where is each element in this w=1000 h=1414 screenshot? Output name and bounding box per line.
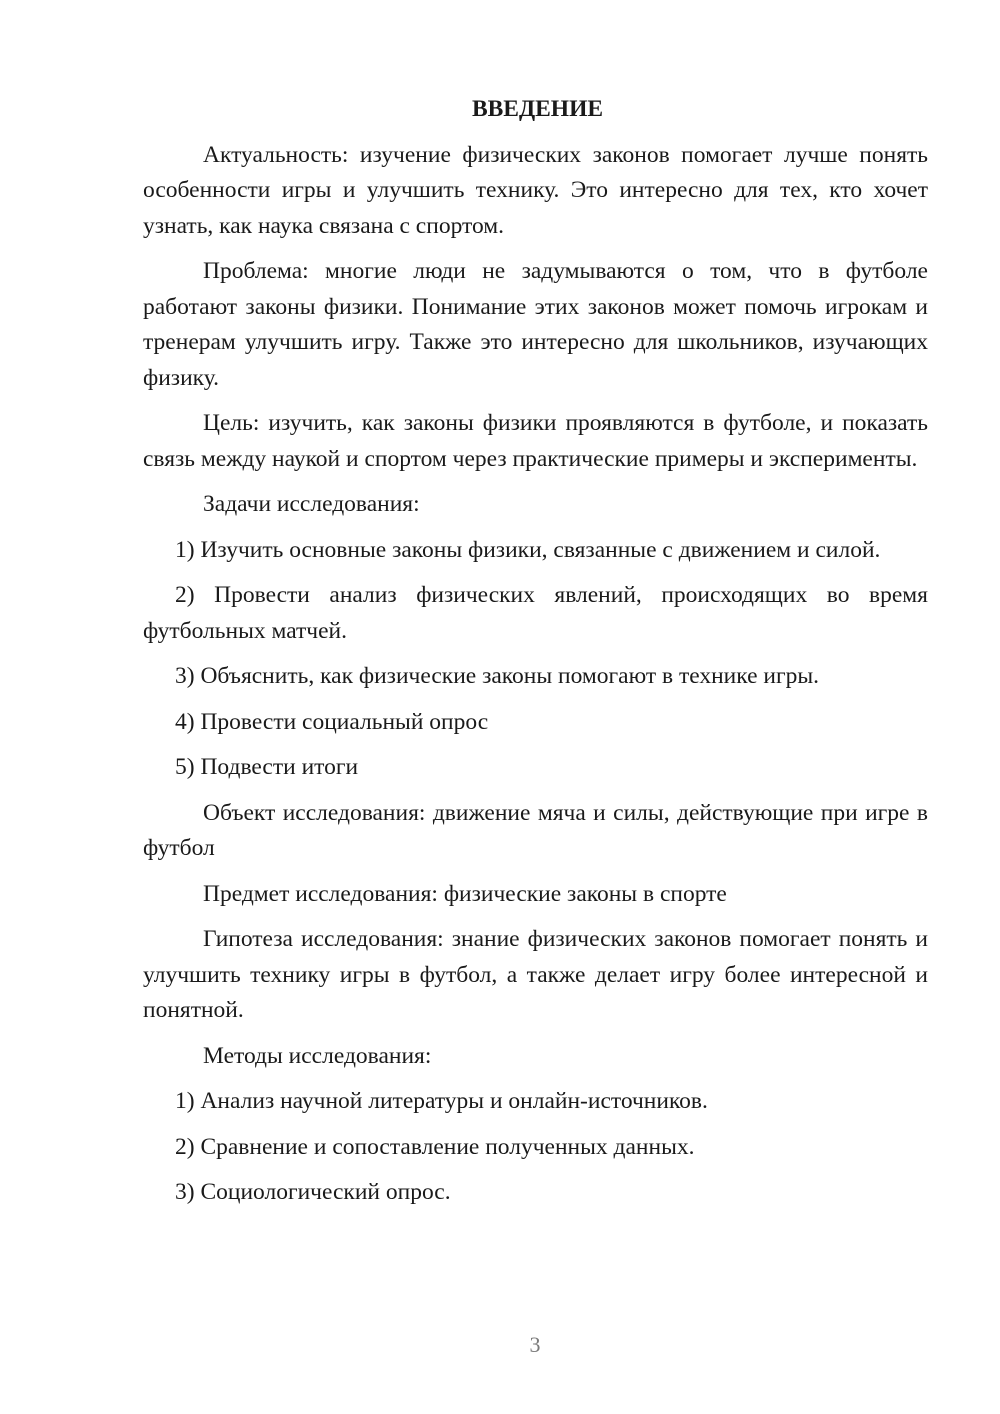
relevance-paragraph: Актуальность: изучение физических законов помогает лучше понять особенности игры и улучшить технику. Это интересно для тех, кто хочет узнать, как наука связана с спортом. xyxy=(143,141,928,239)
page-number: 3 xyxy=(529,1332,541,1357)
section-title: ВВЕДЕНИЕ xyxy=(471,96,604,122)
hypothesis-paragraph: Гипотеза исследования: знание физических законов помогает понять и улучшить технику игры в футбол, а также делает игру более интересной и понятной. xyxy=(143,926,928,1023)
problem-paragraph: Проблема: многие люди не задумываются о том, что в футболе работают законы физики. Понимание этих законов может помочь игрокам и тренерам улучшить игру. Также это интересно для школьников, изучающих физику. xyxy=(143,258,928,391)
task-item: 4) Провести социальный опрос xyxy=(175,708,489,735)
subject-paragraph: Предмет исследования: физические законы в спорте xyxy=(203,880,727,907)
document-page xyxy=(143,92,928,1221)
task-item: 1) Изучить основные законы физики, связанные с движением и силой. xyxy=(175,536,881,563)
object-paragraph: Объект исследования: движение мяча и силы, действующие при игре в футбол xyxy=(143,799,928,861)
task-item: 5) Подвести итоги xyxy=(175,754,359,780)
method-item: 1) Анализ научной литературы и онлайн-источников. xyxy=(175,1088,708,1114)
tasks-heading: Задачи исследования: xyxy=(203,491,420,517)
method-item: 2) Сравнение и сопоставление полученных данных. xyxy=(175,1133,695,1160)
task-item: 3) Объяснить, как физические законы помогают в технике игры. xyxy=(175,663,820,689)
goal-paragraph: Цель: изучить, как законы физики проявляются в футболе, и показать связь между наукой и спортом через практические примеры и эксперименты. xyxy=(143,410,928,472)
method-item: 3) Социологический опрос. xyxy=(175,1179,451,1205)
task-item: 2) Провести анализ физических явлений, происходящих во время футбольных матчей. xyxy=(143,582,928,644)
methods-heading: Методы исследования: xyxy=(203,1042,432,1069)
